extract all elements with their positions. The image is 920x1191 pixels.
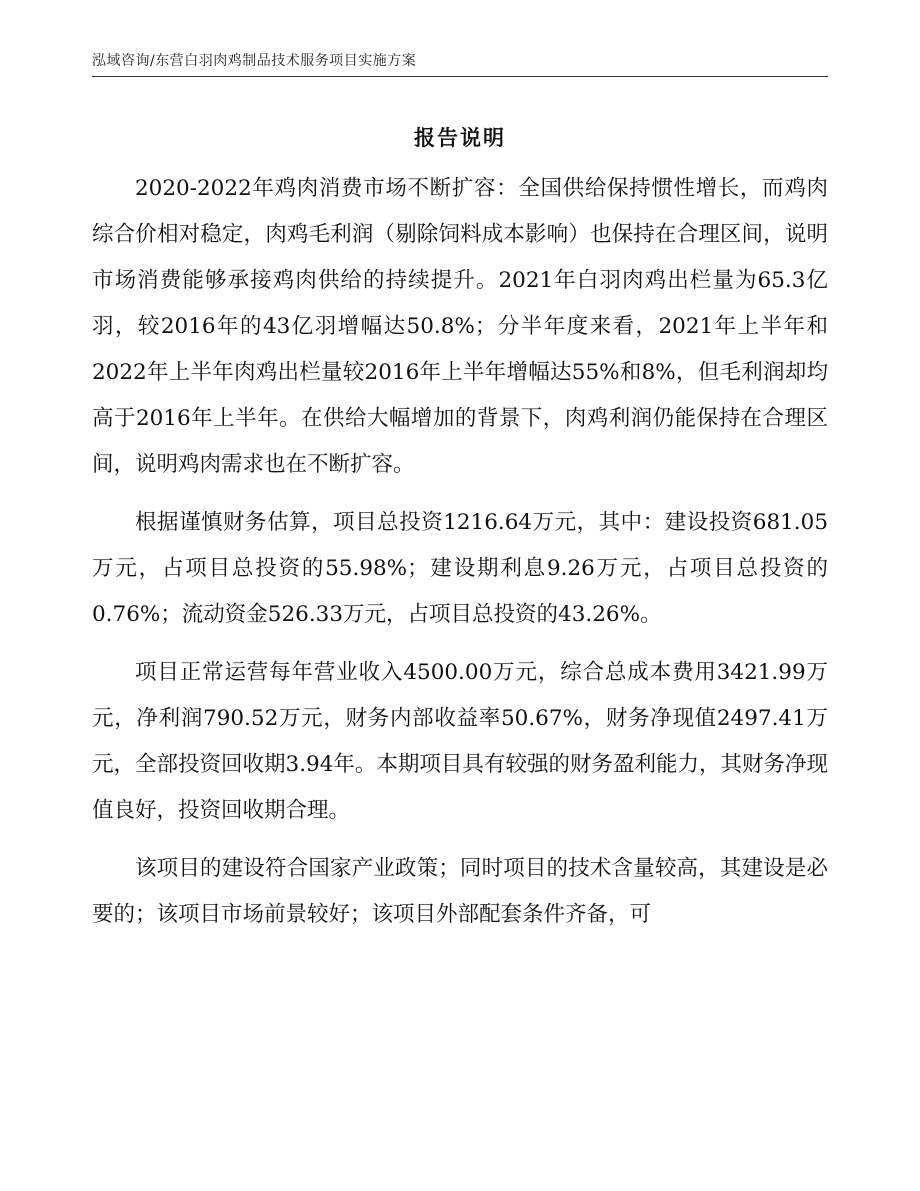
paragraph-conclusion: 该项目的建设符合国家产业政策；同时项目的技术含量较高，其建设是必要的；该项目市场前景较好；该项目外部配套条件齐备，可 (92, 856, 828, 927)
document-header: 泓域咨询/东营白羽肉鸡制品技术服务项目实施方案 (92, 53, 417, 69)
paragraph-investment: 根据谨慎财务估算，项目总投资1216.64万元，其中：建设投资681.05万元，占项目总投资的55.98%；建设期利息9.26万元，占项目总投资的0.76%；流动资金526.33万元，占项目总投资的43.26%。 (92, 510, 828, 627)
paragraph-market: 2020-2022年鸡肉消费市场不断扩容：全国供给保持惯性增长，而鸡肉综合价相对稳定，肉鸡毛利润（剔除饲料成本影响）也保持在合理区间，说明市场消费能够承接鸡肉供给的持续提升。2021年白羽肉鸡出栏量为65.3亿羽，较2016年的43亿羽增幅达50.8%；分半年度来看，2021年上半年和2022年上半年肉鸡出栏量较2016年上半年增幅达55%和8%，但毛利润却均高于2016年上半年。在供给大幅增加的背景下，肉鸡利润仍能保持在合理区间，说明鸡肉需求也在不断扩容。 (92, 176, 828, 477)
header-divider (92, 76, 828, 77)
paragraph-revenue: 项目正常运营每年营业收入4500.00万元，综合总成本费用3421.99万元，净利润790.52万元，财务内部收益率50.67%，财务净现值2497.41万元，全部投资回收期3.94年。本期项目具有较强的财务盈利能力，其财务净现值良好，投资回收期合理。 (92, 660, 828, 823)
document-body (92, 166, 828, 950)
page-title: 报告说明 (414, 126, 506, 150)
